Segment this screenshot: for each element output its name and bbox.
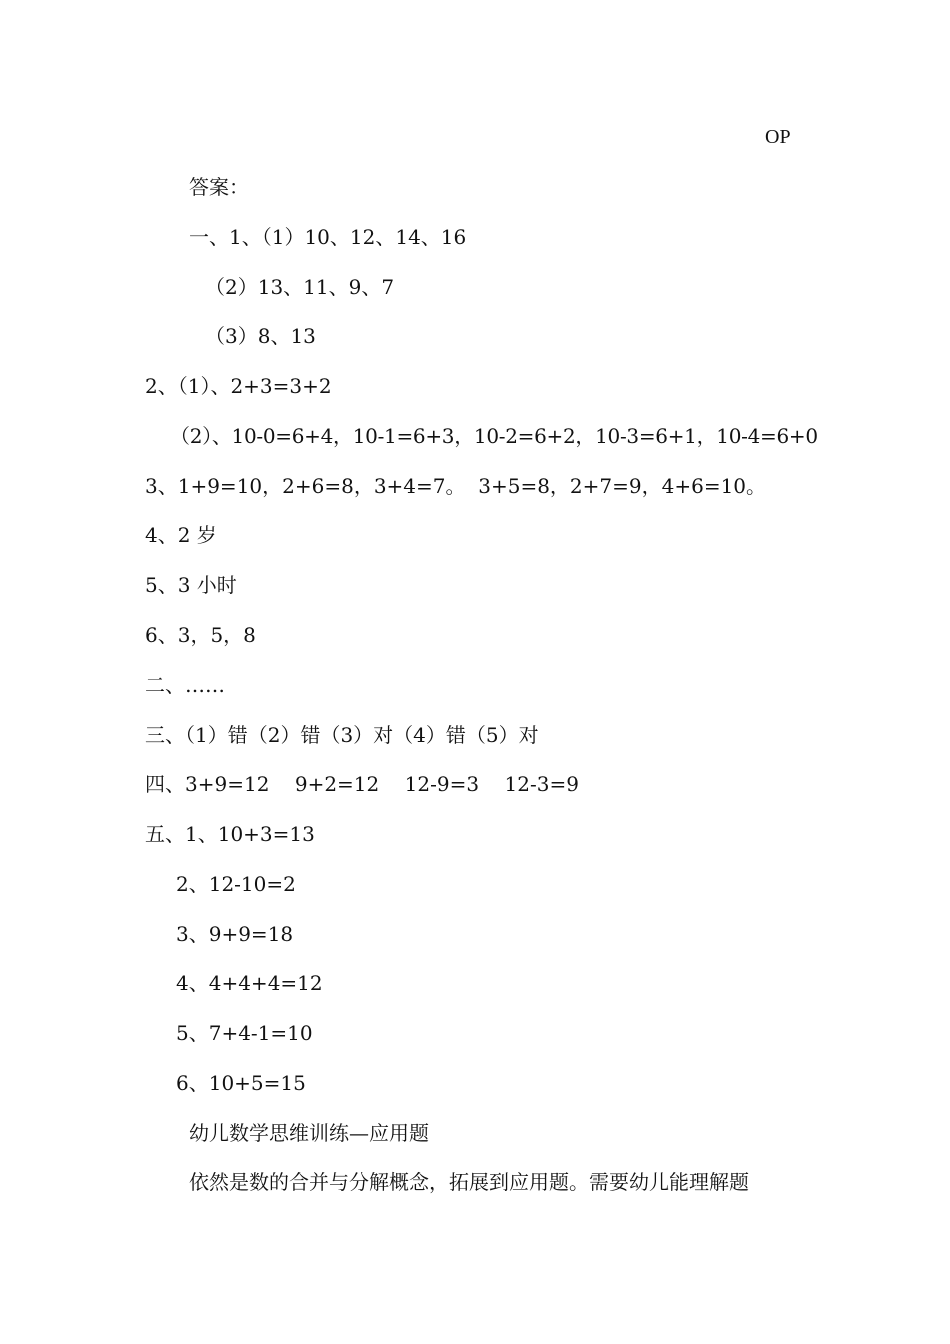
page-header: OP bbox=[765, 126, 791, 148]
answer-line: 5、7+4-1=10 bbox=[176, 1021, 313, 1045]
answer-line: 4、4+4+4=12 bbox=[176, 971, 323, 995]
answer-line: 5、3 小时 bbox=[145, 573, 237, 597]
answer-line: 二、…… bbox=[145, 673, 225, 697]
answer-line: 五、1、10+3=13 bbox=[145, 822, 315, 846]
answer-line: 4、2 岁 bbox=[145, 523, 217, 547]
answer-line: （2）、10-0=6+4，10-1=6+3，10-2=6+2，10-3=6+1，10-4=6+0 bbox=[170, 424, 818, 448]
answer-line: 6、10+5=15 bbox=[176, 1071, 306, 1095]
answer-line: 3、1+9=10，2+6=8，3+4=7。 3+5=8，2+7=9，4+6=10。 bbox=[145, 474, 767, 498]
answer-line: 2、12-10=2 bbox=[176, 872, 296, 896]
body-paragraph: 依然是数的合并与分解概念，拓展到应用题。需要幼儿能理解题 bbox=[189, 1170, 749, 1194]
answer-line: 2、（1）、2+3=3+2 bbox=[145, 374, 332, 398]
answer-line: 四、3+9=12 9+2=12 12-9=3 12-3=9 bbox=[145, 772, 579, 796]
answer-line: 三、（1）错（2）错（3）对（4）错（5）对 bbox=[145, 723, 539, 747]
answer-line: 3、9+9=18 bbox=[176, 922, 294, 946]
answer-line: 一、1、（1）10、12、14、16 bbox=[189, 225, 467, 249]
section-title: 幼儿数学思维训练—应用题 bbox=[189, 1121, 429, 1145]
answer-line: 6、3，5，8 bbox=[145, 623, 256, 647]
answer-heading: 答案： bbox=[189, 175, 249, 199]
answer-line: （2）13、11、9、7 bbox=[205, 275, 395, 299]
answer-line: （3）8、13 bbox=[205, 324, 316, 348]
